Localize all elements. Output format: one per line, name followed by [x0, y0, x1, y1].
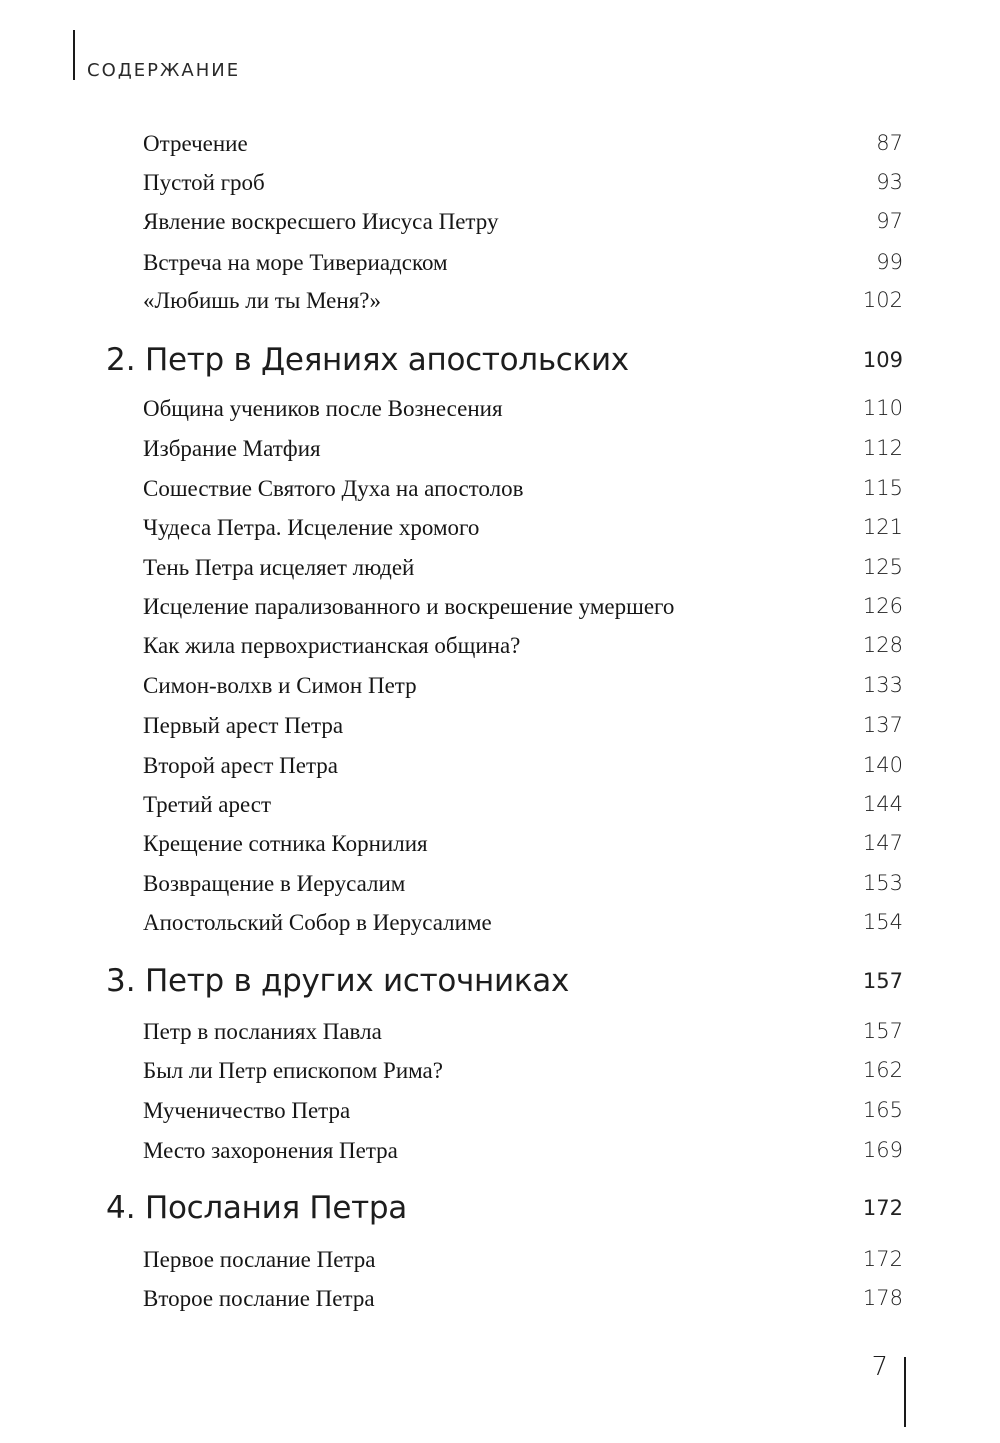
- chapter-heading[interactable]: [0, 342, 1000, 392]
- toc-entry-title: Избрание Матфия: [143, 436, 321, 461]
- toc-entry[interactable]: [0, 594, 1000, 634]
- chapter-number: 3.: [106, 963, 136, 999]
- toc-entry[interactable]: [0, 515, 1000, 555]
- toc-entry[interactable]: [0, 1019, 1000, 1059]
- toc-entry[interactable]: [0, 476, 1000, 516]
- toc-entry-title: Мученичество Петра: [143, 1098, 351, 1123]
- toc-entry[interactable]: [0, 555, 1000, 595]
- toc-entry-title: Крещение сотника Корнилия: [143, 831, 428, 856]
- toc-entry[interactable]: [0, 633, 1000, 673]
- toc-entry-title: Как жила первохристианская община?: [143, 633, 521, 658]
- toc-entry[interactable]: [0, 1286, 1000, 1326]
- toc-entry-title: Первый арест Петра: [143, 713, 344, 738]
- toc-entry-title: Исцеление парализованного и воскрешение умершего: [143, 594, 675, 619]
- toc-entry-page: 126: [862, 594, 903, 618]
- toc-entry-title: Апостольский Собор в Иерусалиме: [143, 910, 492, 935]
- toc-entry-page: 144: [862, 792, 903, 816]
- toc-entry-page: 169: [862, 1138, 903, 1162]
- toc-entry-title: Тень Петра исцеляет людей: [143, 555, 415, 580]
- toc-entry-title: Община учеников после Вознесения: [143, 396, 503, 421]
- toc-entry[interactable]: [0, 910, 1000, 950]
- toc-entry-page: 153: [862, 871, 903, 895]
- chapter-number: 2.: [106, 342, 136, 378]
- chapter-page: 172: [862, 1196, 903, 1220]
- toc-entry-page: 102: [862, 288, 903, 312]
- toc-entry-page: 133: [862, 673, 903, 697]
- toc-entry-title: Встреча на море Тивериадском: [143, 250, 448, 275]
- toc-entry-page: 112: [862, 436, 903, 460]
- toc-entry-page: 147: [862, 831, 903, 855]
- toc-entry[interactable]: [0, 288, 1000, 328]
- chapter-title: Петр в других источниках: [145, 963, 569, 999]
- toc-entry[interactable]: [0, 436, 1000, 476]
- chapter-page: 157: [862, 969, 903, 993]
- chapter-number: 4.: [106, 1190, 136, 1226]
- toc-entry-title: Второе послание Петра: [143, 1286, 375, 1311]
- toc-entry-page: 137: [862, 713, 903, 737]
- toc-entry-title: Симон-волхв и Симон Петр: [143, 673, 417, 698]
- toc-entry[interactable]: [0, 1138, 1000, 1178]
- toc-entry-page: 93: [876, 170, 903, 194]
- toc-entry-page: 115: [862, 476, 903, 500]
- toc-entry[interactable]: [0, 753, 1000, 793]
- toc-entry-title: Отречение: [143, 131, 248, 156]
- toc-entry[interactable]: [0, 1098, 1000, 1138]
- toc-entry-title: Был ли Петр епископом Рима?: [143, 1058, 443, 1083]
- toc-entry-page: 110: [862, 396, 903, 420]
- toc-entry[interactable]: [0, 250, 1000, 290]
- chapter-title: Послания Петра: [145, 1190, 407, 1226]
- toc-entry-page: 178: [862, 1286, 903, 1310]
- toc-entry[interactable]: [0, 131, 1000, 171]
- toc-entry[interactable]: [0, 170, 1000, 210]
- toc-entry-title: Явление воскресшего Иисуса Петру: [143, 209, 499, 234]
- toc-entry-title: Чудеса Петра. Исцеление хромого: [143, 515, 480, 540]
- chapter-heading[interactable]: [0, 963, 1000, 1013]
- toc-entry-title: Возвращение в Иерусалим: [143, 871, 406, 896]
- toc-entry-page: 172: [862, 1247, 903, 1271]
- toc-entry-title: Пустой гроб: [143, 170, 265, 195]
- toc-entry[interactable]: [0, 396, 1000, 436]
- toc-entry-title: Сошествие Святого Духа на апостолов: [143, 476, 524, 501]
- toc-entry-page: 162: [862, 1058, 903, 1082]
- toc-entry[interactable]: [0, 871, 1000, 911]
- page-number: 7: [871, 1352, 888, 1382]
- toc-entry-page: 125: [862, 555, 903, 579]
- toc-entry-page: 97: [876, 209, 903, 233]
- toc-entry-title: Петр в посланиях Павла: [143, 1019, 382, 1044]
- running-header: СОДЕРЖАНИЕ: [87, 60, 241, 81]
- toc-entry[interactable]: [0, 209, 1000, 249]
- toc-entry-page: 165: [862, 1098, 903, 1122]
- toc-entry-title: Второй арест Петра: [143, 753, 339, 778]
- toc-entry-title: Место захоронения Петра: [143, 1138, 398, 1163]
- toc-entry-page: 157: [862, 1019, 903, 1043]
- header-rule: [73, 30, 75, 80]
- toc-entry-page: 87: [876, 131, 903, 155]
- toc-entry[interactable]: [0, 713, 1000, 753]
- toc-entry-page: 128: [862, 633, 903, 657]
- toc-entry[interactable]: [0, 1247, 1000, 1287]
- footer-rule: [904, 1357, 906, 1427]
- toc-entry[interactable]: [0, 1058, 1000, 1098]
- toc-entry[interactable]: [0, 673, 1000, 713]
- toc-entry-page: 99: [876, 250, 903, 274]
- toc-entry-page: 154: [862, 910, 903, 934]
- toc-entry-title: Первое послание Петра: [143, 1247, 376, 1272]
- toc-entry[interactable]: [0, 831, 1000, 871]
- chapter-title: Петр в Деяниях апостольских: [145, 342, 629, 378]
- toc-entry-title: «Любишь ли ты Меня?»: [143, 288, 381, 313]
- toc-entry[interactable]: [0, 792, 1000, 832]
- chapter-page: 109: [862, 348, 903, 372]
- toc-entry-page: 140: [862, 753, 903, 777]
- chapter-heading[interactable]: [0, 1190, 1000, 1240]
- toc-entry-page: 121: [862, 515, 903, 539]
- toc-entry-title: Третий арест: [143, 792, 272, 817]
